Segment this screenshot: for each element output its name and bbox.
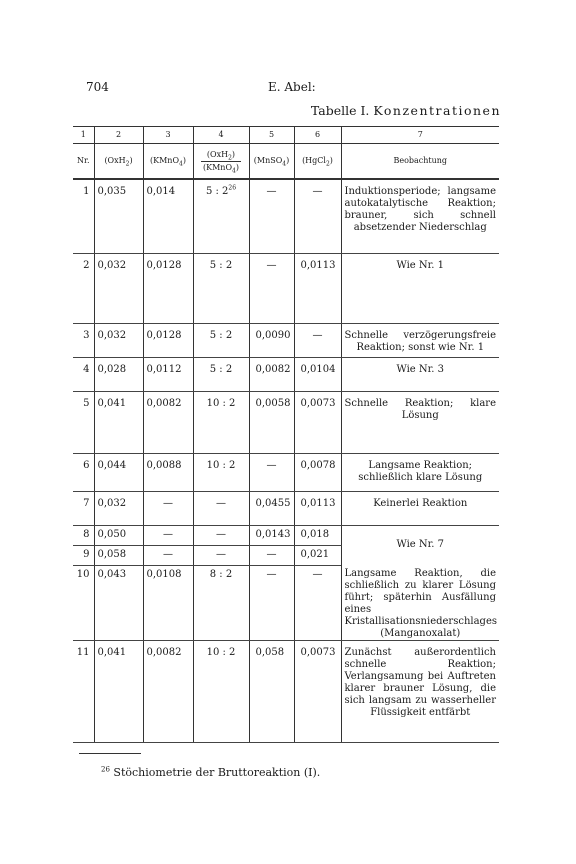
header-hgcl2: (HgCl$_2$) bbox=[294, 144, 341, 180]
cell-oxh2: 0,032 bbox=[94, 253, 143, 323]
footnote bbox=[101, 766, 320, 779]
cell-kmno4: — bbox=[143, 545, 193, 565]
cell-mnso4: — bbox=[249, 453, 294, 491]
table-row bbox=[73, 641, 499, 743]
cell-oxh2: 0,041 bbox=[94, 641, 143, 743]
cell-ratio: 5 : 2 bbox=[193, 323, 249, 357]
cell-ratio: 10 : 2 bbox=[193, 453, 249, 491]
running-header-author: E. Abel: bbox=[268, 80, 316, 94]
cell-hgcl2: — bbox=[294, 565, 341, 641]
table-caption bbox=[311, 103, 501, 118]
cell-hgcl2: 0,0113 bbox=[294, 491, 341, 525]
cell-oxh2: 0,032 bbox=[94, 323, 143, 357]
cell-ratio: — bbox=[193, 545, 249, 565]
cell-observation: Induktionsperiode; langsame autokatalytische Reaktion; brauner, sich schnell absetzender Niederschlag bbox=[341, 179, 499, 253]
column-number: 1 bbox=[73, 127, 94, 144]
cell-ratio: 10 : 2 bbox=[193, 641, 249, 743]
caption-prefix: Tabelle I. bbox=[310, 103, 370, 118]
column-number: 7 bbox=[341, 127, 499, 144]
cell-observation: Schnelle Reaktion; klare Lösung bbox=[341, 391, 499, 453]
footnote-rule bbox=[79, 753, 141, 754]
header-ratio bbox=[193, 144, 249, 180]
header-kmno4: (KMnO$_4$) bbox=[143, 144, 193, 180]
cell-nr: 2 bbox=[73, 253, 94, 323]
cell-kmno4: 0,0088 bbox=[143, 453, 193, 491]
cell-kmno4: 0,0108 bbox=[143, 565, 193, 641]
table-row bbox=[73, 391, 499, 453]
column-number: 3 bbox=[143, 127, 193, 144]
cell-nr: 7 bbox=[73, 491, 94, 525]
cell-hgcl2: — bbox=[294, 323, 341, 357]
header-oxh2: (OxH$_2$) bbox=[94, 144, 143, 180]
cell-mnso4: — bbox=[249, 179, 294, 253]
table-row bbox=[73, 253, 499, 323]
table-row bbox=[73, 357, 499, 391]
cell-hgcl2: 0,021 bbox=[294, 545, 341, 565]
cell-kmno4: 0,0128 bbox=[143, 323, 193, 357]
cell-oxh2: 0,044 bbox=[94, 453, 143, 491]
cell-hgcl2: 0,0104 bbox=[294, 357, 341, 391]
cell-nr: 9 bbox=[73, 545, 94, 565]
footnote-ref: 26 bbox=[228, 184, 237, 192]
cell-nr: 4 bbox=[73, 357, 94, 391]
cell-nr: 5 bbox=[73, 391, 94, 453]
cell-oxh2: 0,043 bbox=[94, 565, 143, 641]
column-number: 6 bbox=[294, 127, 341, 144]
cell-oxh2: 0,058 bbox=[94, 545, 143, 565]
header-observation: Beobachtung bbox=[341, 144, 499, 180]
cell-observation: Wie Nr. 1 bbox=[341, 253, 499, 323]
cell-ratio: 10 : 2 bbox=[193, 391, 249, 453]
page-number: 704 bbox=[86, 80, 109, 94]
cell-nr: 6 bbox=[73, 453, 94, 491]
footnote-text: Stöchiometrie der Bruttoreaktion (I). bbox=[113, 766, 321, 779]
cell-observation: Langsame Reaktion; schließlich klare Lösung bbox=[341, 453, 499, 491]
cell-kmno4: 0,0082 bbox=[143, 641, 193, 743]
table-row bbox=[73, 565, 499, 641]
cell-kmno4: 0,0082 bbox=[143, 391, 193, 453]
cell-hgcl2: — bbox=[294, 179, 341, 253]
cell-observation: Langsame Reaktion, die schließlich zu klarer Lösung führt; späterhin Ausfällung eines Kristallisationsniederschlages (Manganoxalat) bbox=[341, 565, 499, 641]
cell-observation: Wie Nr. 7 bbox=[341, 525, 499, 565]
cell-kmno4: 0,014 bbox=[143, 179, 193, 253]
table-row bbox=[73, 525, 499, 545]
cell-nr: 3 bbox=[73, 323, 94, 357]
cell-nr: 8 bbox=[73, 525, 94, 545]
cell-mnso4: 0,0090 bbox=[249, 323, 294, 357]
cell-kmno4: — bbox=[143, 491, 193, 525]
cell-kmno4: — bbox=[143, 525, 193, 545]
cell-oxh2: 0,041 bbox=[94, 391, 143, 453]
cell-nr: 11 bbox=[73, 641, 94, 743]
cell-ratio: 5 : 2 bbox=[193, 357, 249, 391]
cell-mnso4: 0,0143 bbox=[249, 525, 294, 545]
table-row bbox=[73, 491, 499, 525]
column-number: 4 bbox=[193, 127, 249, 144]
cell-ratio: — bbox=[193, 525, 249, 545]
header-nr: Nr. bbox=[73, 144, 94, 180]
cell-hgcl2: 0,0073 bbox=[294, 641, 341, 743]
cell-hgcl2: 0,0113 bbox=[294, 253, 341, 323]
cell-oxh2: 0,032 bbox=[94, 491, 143, 525]
cell-oxh2: 0,050 bbox=[94, 525, 143, 545]
cell-hgcl2: 0,018 bbox=[294, 525, 341, 545]
cell-oxh2: 0,035 bbox=[94, 179, 143, 253]
caption-title: Konzentrationen bbox=[373, 103, 501, 118]
header-mnso4: (MnSO$_4$) bbox=[249, 144, 294, 180]
column-number: 2 bbox=[94, 127, 143, 144]
cell-oxh2: 0,028 bbox=[94, 357, 143, 391]
cell-ratio: 8 : 2 bbox=[193, 565, 249, 641]
cell-observation: Zunächst außerordentlich schnelle Reaktion; Verlangsamung bei Auftreten klarer brauner Lösung, die sich langsam zu wasserheller Flüssigkeit entfärbt bbox=[341, 641, 499, 743]
cell-mnso4: 0,0455 bbox=[249, 491, 294, 525]
cell-mnso4: — bbox=[249, 545, 294, 565]
cell-kmno4: 0,0128 bbox=[143, 253, 193, 323]
cell-ratio: 5 : $2^{26}$ bbox=[193, 179, 249, 253]
cell-nr: 1 bbox=[73, 179, 94, 253]
cell-nr: 10 bbox=[73, 565, 94, 641]
cell-ratio: — bbox=[193, 491, 249, 525]
cell-hgcl2: 0,0073 bbox=[294, 391, 341, 453]
cell-mnso4: — bbox=[249, 253, 294, 323]
table-row bbox=[73, 323, 499, 357]
table-row bbox=[73, 179, 499, 253]
column-header-row bbox=[73, 144, 499, 180]
ratio-fraction: $\frac{(OxH_2)}{(KMnO_4)}$ bbox=[203, 149, 239, 175]
cell-mnso4: 0,058 bbox=[249, 641, 294, 743]
cell-observation: Wie Nr. 3 bbox=[341, 357, 499, 391]
cell-mnso4: 0,0082 bbox=[249, 357, 294, 391]
concentration-table bbox=[73, 126, 499, 743]
cell-observation: Keinerlei Reaktion bbox=[341, 491, 499, 525]
column-number: 5 bbox=[249, 127, 294, 144]
cell-hgcl2: 0,0078 bbox=[294, 453, 341, 491]
cell-mnso4: 0,0058 bbox=[249, 391, 294, 453]
cell-observation: Schnelle verzögerungsfreie Reaktion; sonst wie Nr. 1 bbox=[341, 323, 499, 357]
cell-ratio: 5 : 2 bbox=[193, 253, 249, 323]
cell-mnso4: — bbox=[249, 565, 294, 641]
footnote-mark: 26 bbox=[101, 765, 110, 774]
table-row bbox=[73, 453, 499, 491]
column-number-row bbox=[73, 127, 499, 144]
cell-kmno4: 0,0112 bbox=[143, 357, 193, 391]
